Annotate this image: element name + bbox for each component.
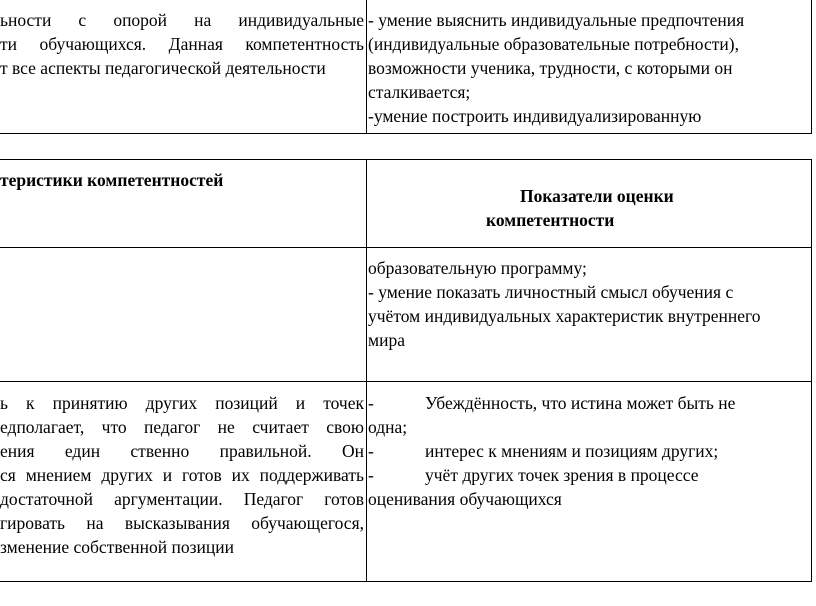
text-line: т все аспекты педагогической деятельности — [0, 58, 326, 78]
text-line: ь к принятию других позиций и точек — [0, 393, 364, 413]
table2-top-border — [0, 159, 812, 160]
text-line: достаточной аргументации. Педагог готов — [0, 489, 364, 509]
text-line: мира — [368, 330, 405, 350]
list-item-text: учёт других точек зрения в процессе — [425, 465, 699, 485]
table1-divider — [366, 0, 367, 134]
table1-right-border — [811, 0, 812, 134]
text-line: едполагает, что педагог не считает свою — [0, 417, 364, 437]
text-line: - умение показать личностный смысл обучения с — [368, 282, 734, 302]
list-item — [368, 463, 810, 487]
list-item — [368, 391, 810, 415]
table2-row-divider-1 — [0, 247, 812, 248]
table2-right-border — [811, 159, 812, 582]
list-item — [368, 439, 810, 463]
list-item-continuation: оценивания обучающихся — [368, 489, 562, 509]
table2-header-right — [368, 184, 810, 232]
text-line: учётом индивидуальных характеристик внутреннего — [368, 306, 761, 326]
list-item-text: интерес к мнениям и позициям других; — [425, 441, 719, 461]
list-dash: - — [368, 393, 374, 413]
list-item-text: Убеждённость, что истина может быть не — [425, 393, 736, 413]
text-line: ения един ственно правильной. Он — [0, 441, 364, 461]
table1-bottom-border — [0, 133, 812, 134]
table2-row-divider-2 — [0, 381, 812, 382]
text-line: -умение построить индивидуализированную — [368, 106, 702, 126]
list-dash: - — [368, 465, 374, 485]
table2-header-left — [0, 168, 364, 192]
text-line: ся мнением других и готов их поддерживать — [0, 465, 364, 485]
text-line: ьности с опорой на индивидуальные — [0, 10, 364, 30]
table2-row2-right-cell — [368, 391, 810, 511]
text-line: возможности ученика, трудности, с которыми он — [368, 58, 733, 78]
text-line: образовательную программу; — [368, 258, 587, 278]
list-dash: - — [368, 441, 374, 461]
table2-bottom-border — [0, 581, 812, 582]
text-line: сталкивается; — [368, 82, 471, 102]
column-header: теристики компетентностей — [0, 170, 224, 190]
text-line: (индивидуальные образовательные потребности), — [368, 34, 739, 54]
table2-row2-left-cell — [0, 391, 364, 559]
table2-row1-right-cell — [368, 256, 810, 352]
text-line: - умение выяснить индивидуальные предпочтения — [368, 10, 745, 30]
column-header-line: компетентности — [486, 210, 615, 230]
text-line: гировать на высказывания обучающегося, — [0, 513, 364, 533]
list-item-continuation: одна; — [368, 417, 408, 437]
table2-divider — [366, 159, 367, 582]
table1-left-cell — [0, 8, 364, 80]
text-line: зменение собственной позиции — [0, 537, 234, 557]
column-header-line: Показатели оценки — [520, 186, 674, 206]
table1-right-cell — [368, 8, 810, 128]
text-line: ти обучающихся. Данная компетентность — [0, 34, 364, 54]
